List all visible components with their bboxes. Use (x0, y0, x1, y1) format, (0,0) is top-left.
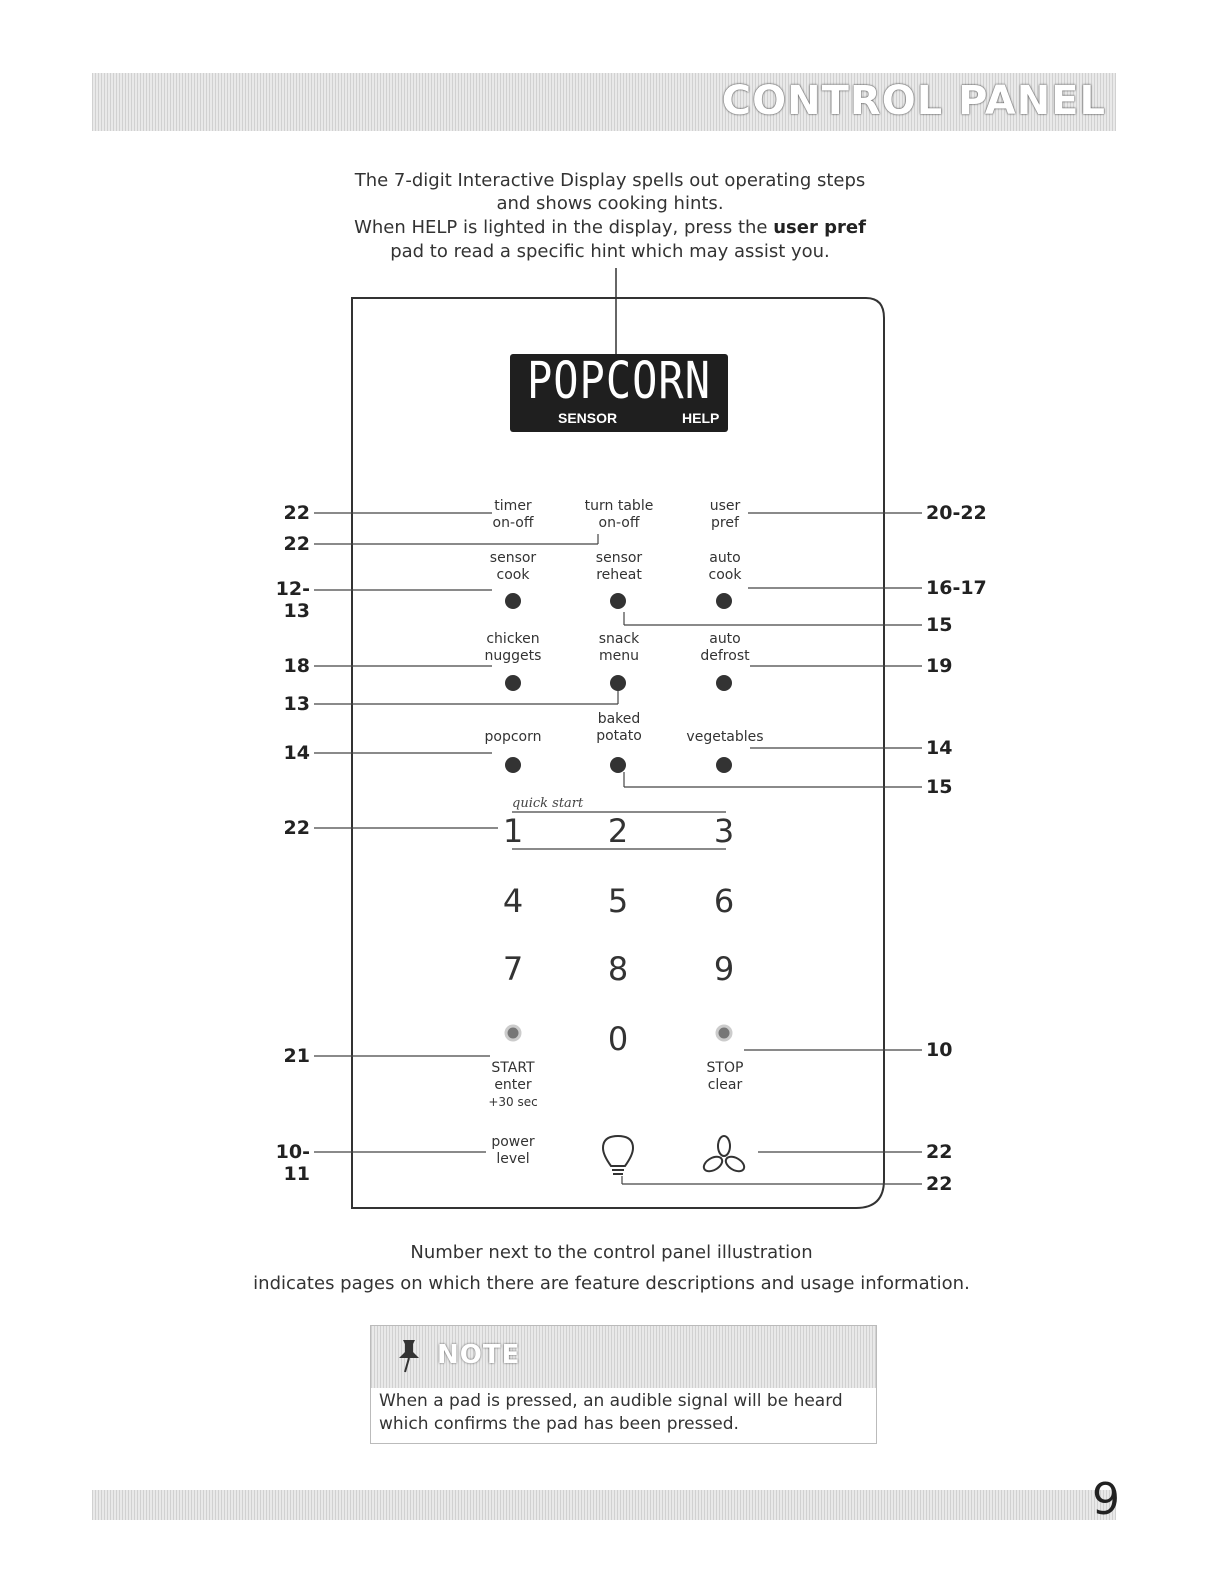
help-indicator: HELP (682, 410, 720, 426)
sensor-cook-indicator (505, 593, 521, 609)
auto-defrost-label-2: defrost (700, 648, 750, 664)
digit-0-button[interactable]: 0 (607, 1020, 629, 1058)
power-level-pad[interactable] (458, 1134, 568, 1168)
note-header (371, 1326, 876, 1388)
page-ref-right-5: 14 (926, 737, 953, 759)
baked-potato-label-1: baked (597, 711, 641, 727)
page-ref-right-9: 22 (926, 1173, 953, 1195)
baked-potato-pad[interactable] (564, 711, 674, 745)
note-text: When a pad is pressed, an audible signal will be heard which confirms the pad has been pressed. (379, 1391, 843, 1434)
page-ref-left-7: 22 (283, 817, 310, 839)
digit-3-button[interactable]: 3 (713, 812, 735, 850)
page-number: 9 (1092, 1474, 1120, 1525)
stop-pad[interactable] (670, 1060, 780, 1094)
chicken-nuggets-label-1: chicken (486, 631, 540, 647)
plus-30-sec-label: +30 sec (488, 1095, 538, 1109)
page-ref-right-3: 15 (926, 614, 953, 636)
user-pref-label-1: user (709, 498, 741, 514)
display-readout: POPCORN (526, 351, 711, 410)
quick-start-label: quick start (512, 796, 584, 811)
auto-defrost-label-1: auto (709, 631, 741, 647)
sensor-reheat-label-1: sensor (595, 550, 643, 566)
baked-potato-label-2: potato (596, 728, 642, 744)
page-ref-right-7: 10 (926, 1039, 953, 1061)
page-ref-left-3: 12-13 (275, 578, 310, 622)
vegetables-indicator (716, 757, 732, 773)
footer-bar (92, 1490, 1116, 1520)
enter-label: enter (494, 1077, 532, 1093)
digit-4-button[interactable]: 4 (502, 882, 524, 920)
snack-menu-pad[interactable] (564, 631, 674, 665)
timer-label-2: on-off (492, 515, 534, 531)
sensor-indicator: SENSOR (558, 410, 618, 426)
stop-label: STOP (706, 1060, 744, 1076)
baked-potato-indicator (610, 757, 626, 773)
chicken-nuggets-pad[interactable] (458, 631, 568, 665)
start-indicator (506, 1026, 520, 1040)
page-ref-right-4: 19 (926, 655, 953, 677)
page-ref-right-2: 16-17 (926, 577, 987, 599)
page-ref-left-5: 13 (283, 693, 310, 715)
snack-menu-label-1: snack (598, 631, 640, 647)
vent-fan-icon (701, 1136, 746, 1174)
sensor-reheat-indicator (610, 593, 626, 609)
interactive-display (510, 351, 728, 432)
auto-defrost-indicator (716, 675, 732, 691)
sensor-cook-pad[interactable] (458, 550, 568, 584)
stop-indicator (717, 1026, 731, 1040)
light-bulb-icon (603, 1136, 633, 1174)
snack-menu-indicator (610, 675, 626, 691)
footnote-line-1: Number next to the control panel illustration (410, 1242, 813, 1263)
sensor-reheat-label-2: reheat (596, 567, 642, 583)
auto-cook-label-2: cook (708, 567, 742, 583)
digit-5-button[interactable]: 5 (607, 882, 629, 920)
popcorn-label: popcorn (484, 729, 542, 745)
popcorn-indicator (505, 757, 521, 773)
clear-label: clear (707, 1077, 743, 1093)
digit-8-button[interactable]: 8 (607, 950, 629, 988)
turntable-on-off-pad[interactable] (564, 498, 674, 532)
intro-line-1: The 7-digit Interactive Display spells out operating steps (354, 170, 866, 191)
digit-2-button[interactable]: 2 (607, 812, 629, 850)
note-box (370, 1325, 877, 1444)
page-ref-left-6: 14 (283, 742, 310, 764)
digit-9-button[interactable]: 9 (713, 950, 735, 988)
page-title: CONTROL PANEL (721, 78, 1106, 124)
sensor-reheat-pad[interactable] (564, 550, 674, 584)
power-label: power (491, 1134, 535, 1150)
page-ref-right-1: 20-22 (926, 502, 987, 524)
turntable-label-2: on-off (598, 515, 640, 531)
pushpin-icon (393, 1338, 425, 1374)
page-ref-left-9: 10-11 (275, 1141, 310, 1185)
auto-cook-pad[interactable] (670, 550, 780, 584)
snack-menu-label-2: menu (599, 648, 639, 664)
vegetables-label: vegetables (686, 729, 764, 745)
user-pref-pad[interactable] (670, 498, 780, 532)
user-pref-label-2: pref (711, 515, 739, 531)
start-label: START (491, 1060, 535, 1076)
chicken-nuggets-label-2: nuggets (484, 648, 542, 664)
sensor-cook-label-2: cook (496, 567, 530, 583)
auto-cook-indicator (716, 593, 732, 609)
page-ref-left-4: 18 (283, 655, 310, 677)
digit-6-button[interactable]: 6 (713, 882, 735, 920)
note-title: NOTE (437, 1340, 521, 1370)
timer-label-1: timer (494, 498, 532, 514)
digit-1-button[interactable]: 1 (502, 812, 524, 850)
footnote-line-2: indicates pages on which there are feature descriptions and usage information. (253, 1273, 970, 1294)
level-label: level (496, 1151, 530, 1167)
start-pad[interactable] (458, 1060, 568, 1111)
page-ref-right-8: 22 (926, 1141, 953, 1163)
page-ref-left-1: 22 (283, 502, 310, 524)
page-ref-left-2: 22 (283, 533, 310, 555)
turntable-label-1: turn table (584, 498, 654, 514)
timer-on-off-pad[interactable] (458, 498, 568, 532)
sensor-cook-label-1: sensor (489, 550, 537, 566)
intro-line-2: and shows cooking hints. (496, 193, 724, 214)
intro-line-3-text: When HELP is lighted in the display, press the (354, 217, 774, 238)
vegetables-pad[interactable] (670, 729, 780, 746)
page-ref-left-8: 21 (283, 1045, 310, 1067)
page-ref-right-6: 15 (926, 776, 953, 798)
chicken-nuggets-indicator (505, 675, 521, 691)
popcorn-pad[interactable] (458, 729, 568, 746)
intro-line-4: pad to read a specific hint which may assist you. (390, 241, 830, 262)
intro-user-pref-emphasis: user pref (773, 217, 866, 238)
digit-7-button[interactable]: 7 (502, 950, 524, 988)
auto-cook-label-1: auto (709, 550, 741, 566)
auto-defrost-pad[interactable] (670, 631, 780, 665)
